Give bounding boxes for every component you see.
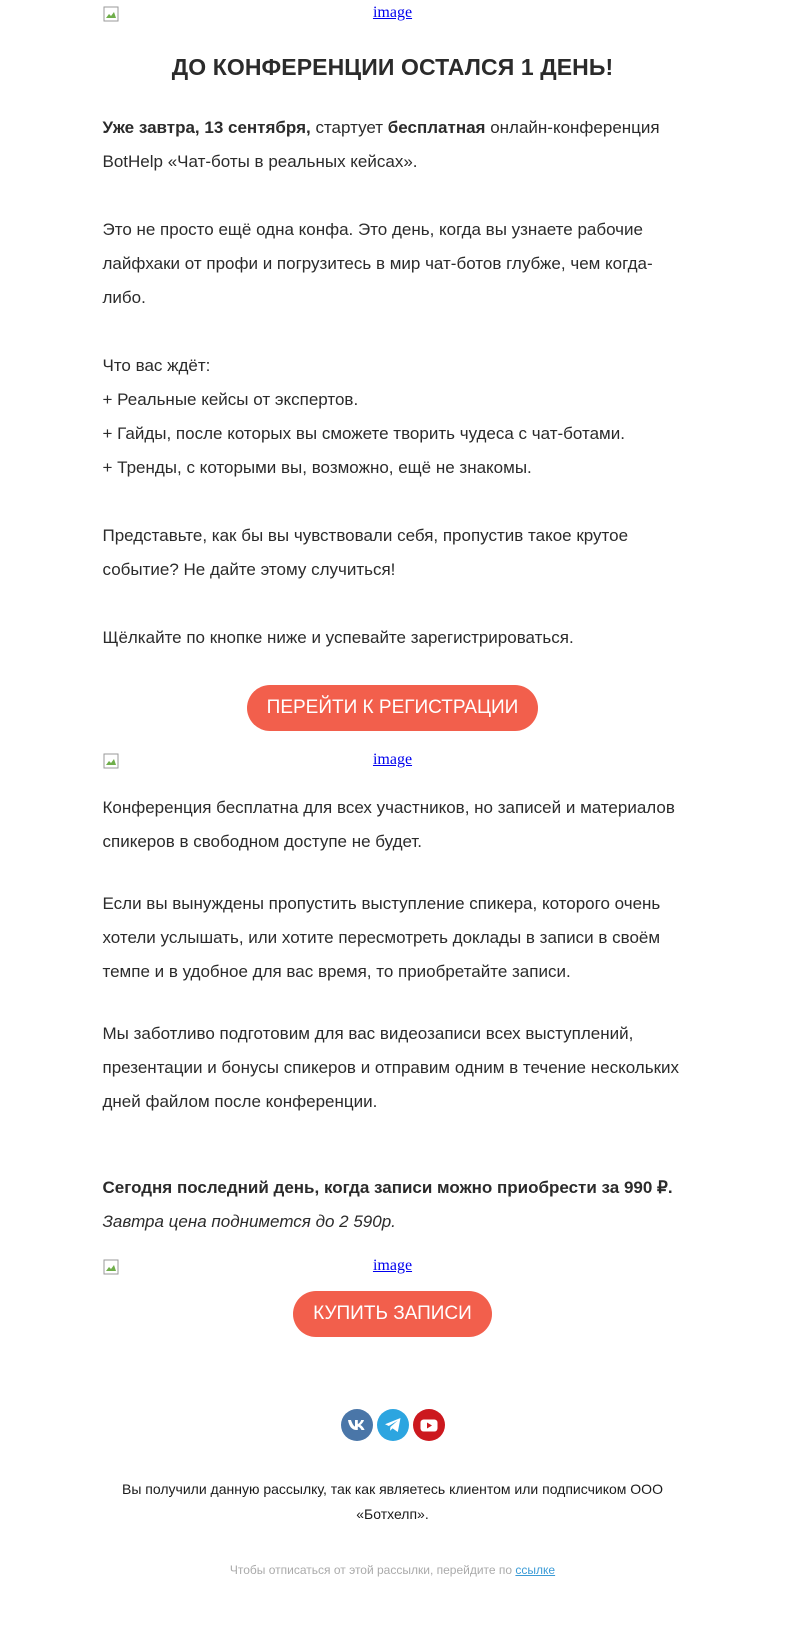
page-title: ДО КОНФЕРЕНЦИИ ОСТАЛСЯ 1 ДЕНЬ! <box>171 54 614 80</box>
paragraph-2: Представьте, как бы вы чувствовали себя, пропустив такое крутое событие? Не дайте этому случиться! <box>102 526 629 579</box>
offer-note <box>103 1205 683 1239</box>
expect-item: + Реальные кейсы от экспертов. <box>102 390 359 409</box>
paragraph-6: Мы заботливо подготовим для вас видеозаписи всех выступлений, презентации и бонусы спикеров и отправим одним в течение нескольких дней файлом после конференции. <box>102 1024 679 1111</box>
middle-image-link[interactable]: image <box>372 751 413 768</box>
header-image <box>103 0 683 38</box>
intro-text-2: онлайн-конференция BotHelp «Чат-боты в реальных кейсах». <box>102 118 660 171</box>
offer-image <box>103 1253 683 1291</box>
youtube-icon[interactable] <box>413 1409 445 1441</box>
broken-image-icon <box>103 753 119 769</box>
expect-heading: Что вас ждёт: <box>102 356 211 375</box>
broken-image-icon <box>103 6 119 22</box>
broken-image-icon <box>103 1259 119 1275</box>
buy-records-button[interactable]: КУПИТЬ ЗАПИСИ <box>293 1291 492 1337</box>
intro-date: Уже завтра, 13 сентября, <box>102 118 311 137</box>
paragraph-5: Если вы вынуждены пропустить выступление спикера, которого очень хотели услышать, или хотите пересмотреть доклады в записи в своём темпе и в удобное для вас время, то приобретайте записи. <box>102 894 661 981</box>
register-button[interactable]: ПЕРЕЙТИ К РЕГИСТРАЦИИ <box>247 685 539 731</box>
intro-text-1: стартует <box>310 118 388 137</box>
offer-price <box>103 1171 683 1205</box>
social-links <box>103 1409 683 1441</box>
expect-item: + Тренды, с которыми вы, возможно, ещё не знакомы. <box>102 458 532 477</box>
expect-item: + Гайды, после которых вы сможете творить чудеса с чат-ботами. <box>102 424 625 443</box>
offer-price-text: Сегодня последний день, когда записи можно приобрести за 990 ₽. <box>102 1178 673 1197</box>
paragraph-1: Это не просто ещё одна конфа. Это день, когда вы узнаете рабочие лайфхаки от профи и погрузитесь в мир чат-ботов глубже, чем когда-либо. <box>102 220 653 307</box>
unsubscribe-text: Чтобы отписаться от этой рассылки, перейдите по <box>229 1563 516 1577</box>
telegram-icon[interactable] <box>377 1409 409 1441</box>
email-body <box>103 0 683 1577</box>
unsubscribe-link[interactable]: ссылке <box>515 1563 556 1577</box>
paragraph-4: Конференция бесплатна для всех участников, но записей и материалов спикеров в свободном доступе не будет. <box>102 798 675 851</box>
paragraph-3: Щёлкайте по кнопке ниже и успевайте зарегистрироваться. <box>102 628 574 647</box>
offer-note-text: Завтра цена поднимется до 2 590р. <box>102 1212 396 1231</box>
intro-paragraph <box>103 111 683 179</box>
vk-icon[interactable] <box>341 1409 373 1441</box>
intro-free: бесплатная <box>387 118 486 137</box>
footer-note: Вы получили данную рассылку, так как являетесь клиентом или подписчиком ООО «Ботхелп». <box>122 1481 663 1522</box>
middle-image <box>103 747 683 791</box>
header-image-link[interactable]: image <box>372 4 413 21</box>
offer-image-link[interactable]: image <box>372 1257 413 1274</box>
unsubscribe-line <box>103 1563 683 1577</box>
